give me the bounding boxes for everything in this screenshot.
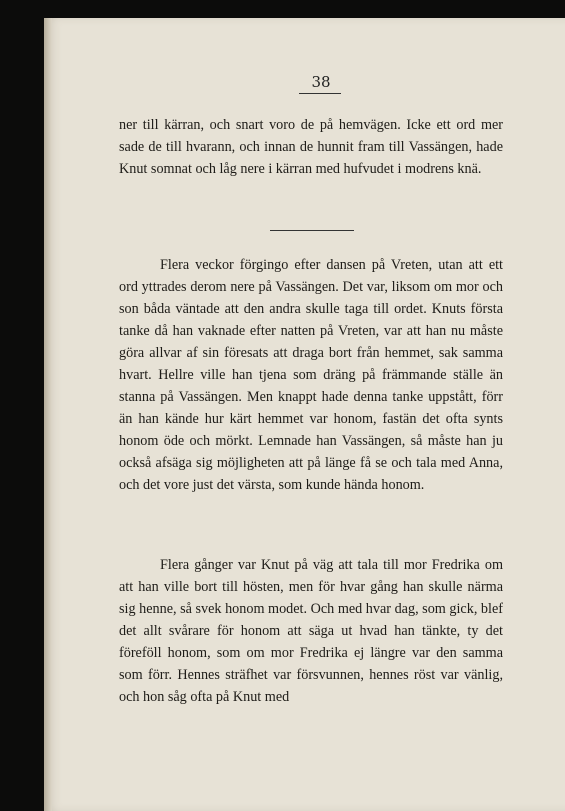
paragraph-3: Flera gånger var Knut på väg att tala till mor Fredrika om att han ville bort till hösten, men för hvar gång han skulle närma sig henne, så svek honom modet. Och med hvar dag, som gick, blef det allt svårare för honom att säga ut hvad han tänkte, ty det föreföll honom, som om mor Fredrika ej längre var den samma som förr. Hennes sträfhet var försvunnen, hennes röst var vänlig, och hon såg ofta på Knut med (119, 557, 503, 705)
page-binding-edge (44, 18, 52, 811)
section-divider (270, 230, 354, 231)
book-page (44, 18, 565, 811)
page-number-underline (299, 93, 341, 94)
page-number: 38 (311, 73, 331, 91)
paragraph-2: Flera veckor förgingo efter dansen på Vreten, utan att ett ord yttrades derom nere på Vassängen. Det var, liksom om mor och son båda väntade att den andra skulle taga till ordet. Knuts första tanke då han vaknade efter natten på Vreten, var att han nu måste göra allvar af sin föresats att draga bort från hemmet, sak samma hvart. Hellre ville han tjena som dräng på främmande ställe än stanna på Vassängen. Men knappt hade denna tanke uppstått, förr än han kände hur kärt hemmet var honom, fastän det ofta synts honom öde och mörkt. Lemnade han Vassängen, så måste han ju också afsäga sig möjligheten att på länge få se och tala med Anna, och det vore just det värsta, som kunde hända honom. (119, 257, 503, 493)
paragraph-1: ner till kärran, och snart voro de på hemvägen. Icke ett ord mer sade de till hvarann, och innan de hunnit fram till Vassängen, hade Knut somnat och låg nere i kärran med hufvudet i modrens knä. (119, 117, 503, 177)
